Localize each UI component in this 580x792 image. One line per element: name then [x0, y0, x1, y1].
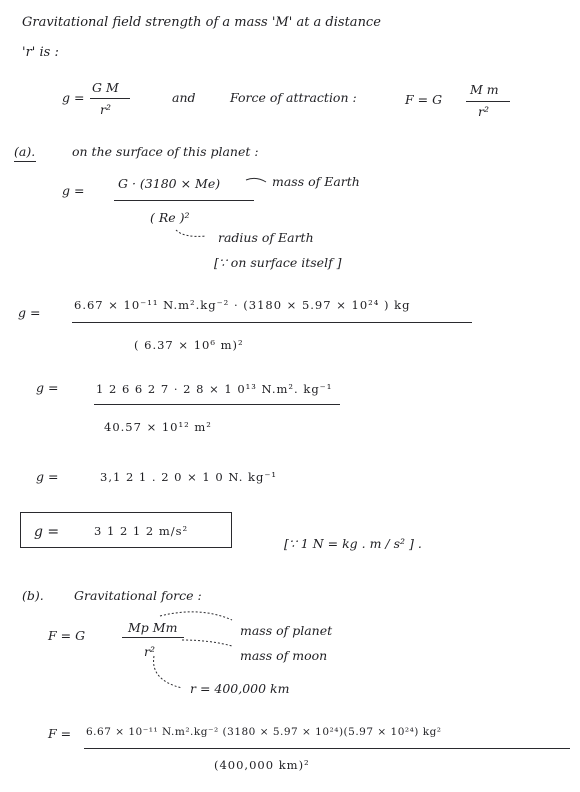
result-unit-note: [∵ 1 N = kg . m / s² ] .	[284, 536, 422, 551]
calc1-fraction-bar	[72, 322, 472, 323]
final-f-lhs: F =	[48, 726, 72, 741]
eq1-g-denominator: r²	[100, 102, 111, 117]
part-a-radius-note: radius of Earth	[218, 230, 314, 245]
part-a-mass-note: mass of Earth	[272, 174, 360, 189]
eq1-g-numerator: G M	[92, 80, 119, 95]
part-a-label: (a).	[14, 144, 36, 159]
final-f-denominator: (400,000 km)²	[214, 758, 310, 772]
result-value: 3 1 2 1 2 m/s²	[94, 524, 189, 538]
part-b-moon-note: mass of moon	[240, 648, 328, 663]
final-f-numerator: 6.67 × 10⁻¹¹ N.m².kg⁻² (3180 × 5.97 × 10²⁴)(5.97 × 10²⁴) kg²	[86, 726, 442, 738]
calc1-numerator: 6.67 × 10⁻¹¹ N.m².kg⁻² · (3180 × 5.97 × 10²⁴ ) kg	[74, 298, 411, 312]
eq1-force-denominator: r²	[478, 104, 489, 119]
part-b-numerator: Mp Mm	[128, 620, 178, 635]
part-a-denominator: ( Re )²	[150, 210, 190, 225]
intro-line-1: Gravitational field strength of a mass 'M' at a distance	[22, 15, 381, 30]
radius-note-arrow	[176, 230, 206, 236]
part-b-r-note: r = 400,000 km	[190, 681, 290, 696]
part-b-f-lhs: F = G	[48, 628, 86, 643]
calc2-denominator: 40.57 × 10¹² m²	[104, 420, 212, 434]
calc2-fraction-bar	[94, 404, 340, 405]
part-b-planet-note: mass of planet	[240, 623, 333, 638]
part-b-label: (b).	[22, 588, 44, 603]
eq1-force-label: Force of attraction :	[230, 90, 357, 105]
part-a-heading: on the surface of this planet :	[72, 144, 259, 159]
final-f-fraction-bar	[84, 748, 570, 749]
part-a-numerator: G · (3180 × Me)	[118, 176, 221, 191]
calc2-lhs: g =	[36, 380, 59, 395]
calc1-denominator: ( 6.37 × 10⁶ m)²	[134, 338, 244, 352]
result-lhs: g =	[34, 524, 60, 540]
part-a-g-lhs: g =	[62, 183, 85, 198]
calc2-numerator: 1 2 6 6 2 7 · 2 8 × 1 0¹³ N.m². kg⁻¹	[96, 382, 333, 396]
eq1-g-lhs: g =	[62, 90, 85, 105]
mass-note-curve	[246, 178, 266, 182]
part-b-denominator: r²	[144, 644, 155, 659]
eq1-force-numerator: M m	[470, 82, 499, 97]
part-a-surface-note: [∵ on surface itself ]	[214, 255, 342, 270]
planet-note-arrow	[160, 612, 232, 620]
calc3-value: 3,1 2 1 . 2 0 × 1 0 N. kg⁻¹	[100, 470, 278, 484]
eq1-and: and	[172, 90, 196, 105]
calc3-lhs: g =	[36, 469, 59, 484]
intro-line-2: 'r' is :	[22, 45, 59, 60]
r-note-arrow	[154, 656, 182, 688]
moon-note-arrow	[182, 640, 232, 646]
part-b-fraction-bar	[122, 637, 184, 638]
part-b-heading: Gravitational force :	[74, 588, 202, 603]
eq1-force-eq: F = G	[405, 92, 443, 107]
calc1-lhs: g =	[18, 305, 41, 320]
